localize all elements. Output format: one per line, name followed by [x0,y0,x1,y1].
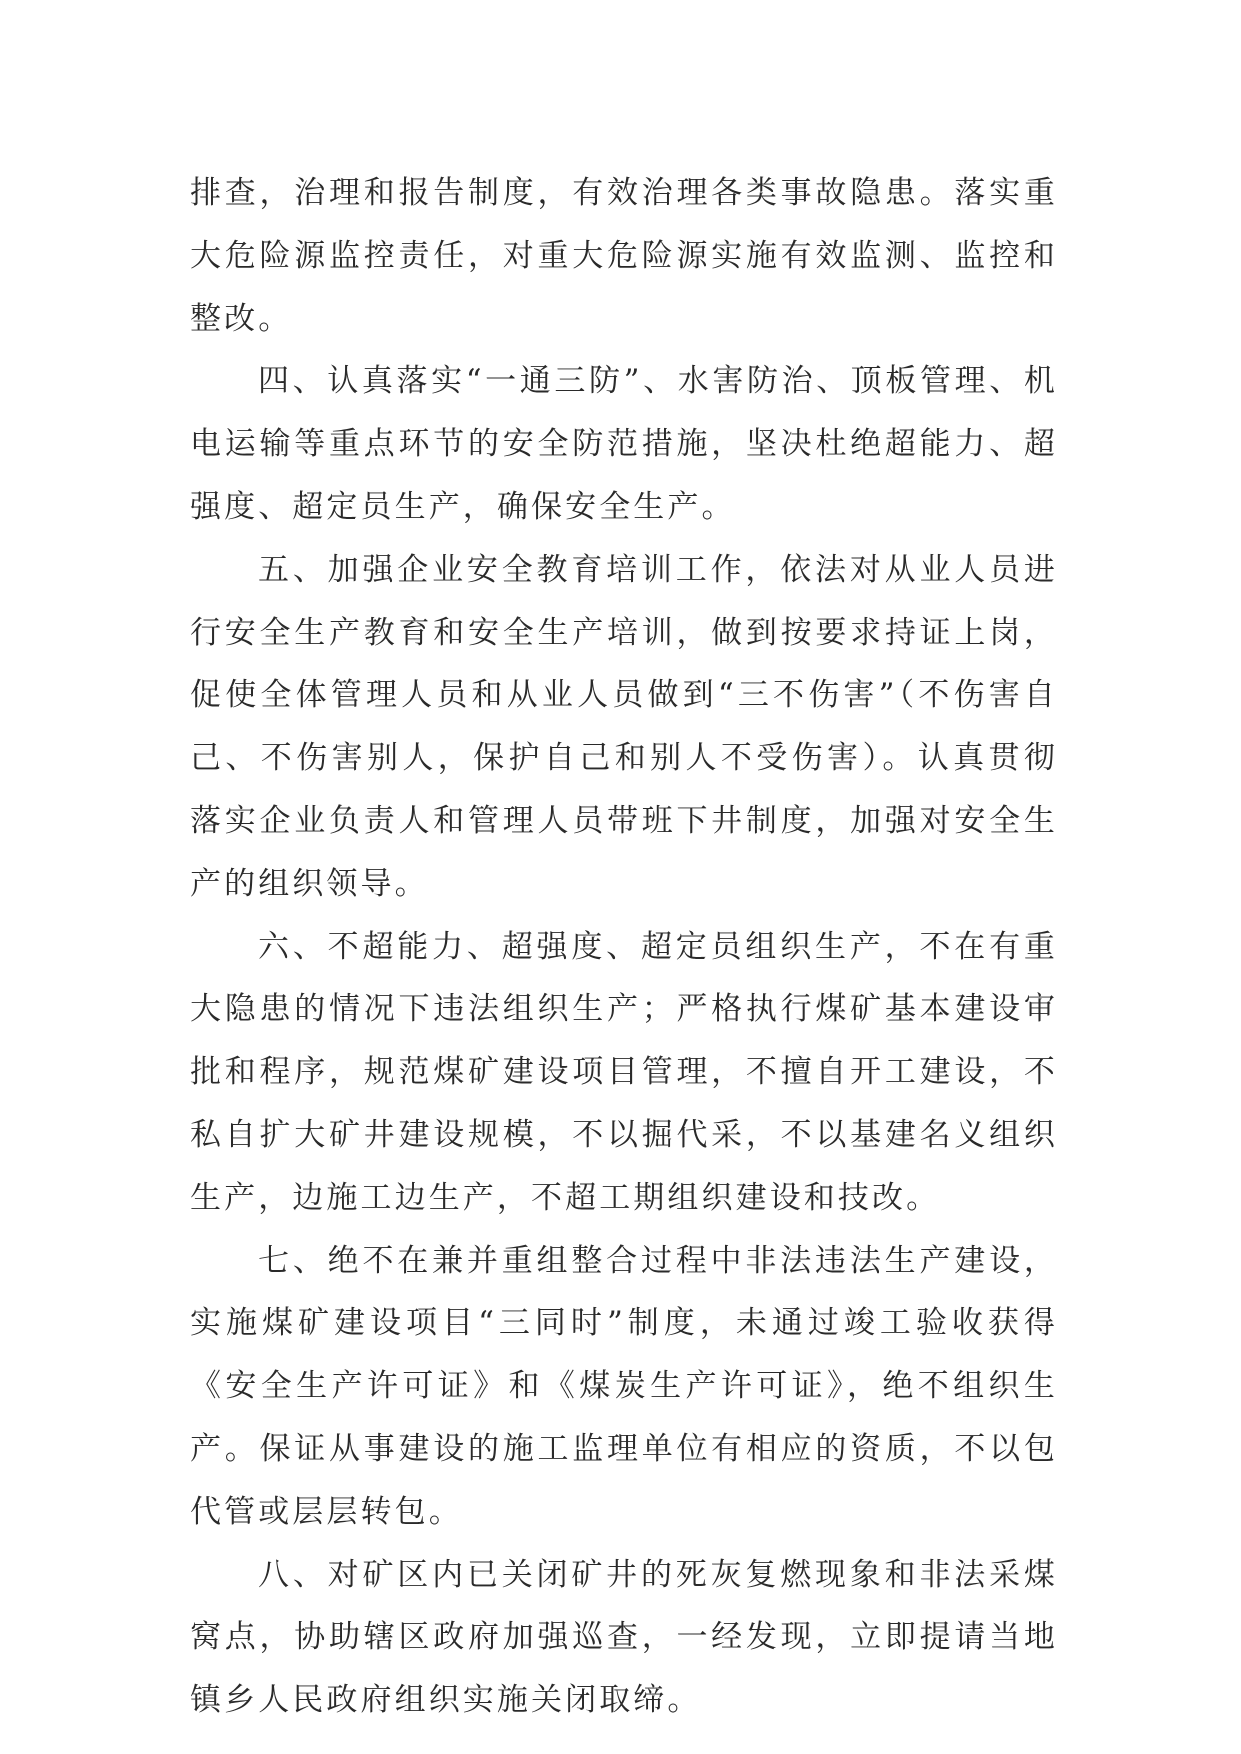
paragraph-item-6: 六、不超能力、超强度、超定员组织生产，不在有重大隐患的情况下违法组织生产；严格执行煤矿基本建设审批和程序，规范煤矿建设项目管理，不擅自开工建设，不私自扩大矿井建设规模，不以掘代采，不以基建名义组织生产，边施工边生产，不超工期组织建设和技改。 [190,928,1058,1216]
paragraph-item-8: 八、对矿区内已关闭矿井的死灰复燃现象和非法采煤窝点，协助辖区政府加强巡查，一经发现，立即提请当地镇乡人民政府组织实施关闭取缔。 [190,1556,1058,1719]
paragraph-item-7: 七、绝不在兼并重组整合过程中非法违法生产建设，实施煤矿建设项目“三同时”制度，未通过竣工验收获得《安全生产许可证》和《煤炭生产许可证》，绝不组织生产。保证从事建设的施工监理单位有相应的资质，不以包代管或层层转包。 [190,1242,1058,1530]
paragraph-item-4: 四、认真落实“一通三防”、水害防治、顶板管理、机电运输等重点环节的安全防范措施，坚决杜绝超能力、超强度、超定员生产，确保安全生产。 [190,363,1058,525]
paragraph-item-5: 五、加强企业安全教育培训工作，依法对从业人员进行安全生产教育和安全生产培训，做到按要求持证上岗，促使全体管理人员和从业人员做到“三不伤害”（不伤害自己、不伤害别人，保护自己和别人不受伤害）。认真贯彻落实企业负责人和管理人员带班下井制度，加强对安全生产的组织领导。 [190,551,1058,902]
document-body [190,162,1058,1732]
paragraph-continuation: 排查，治理和报告制度，有效治理各类事故隐患。落实重大危险源监控责任，对重大危险源实施有效监测、监控和整改。 [190,175,1058,337]
